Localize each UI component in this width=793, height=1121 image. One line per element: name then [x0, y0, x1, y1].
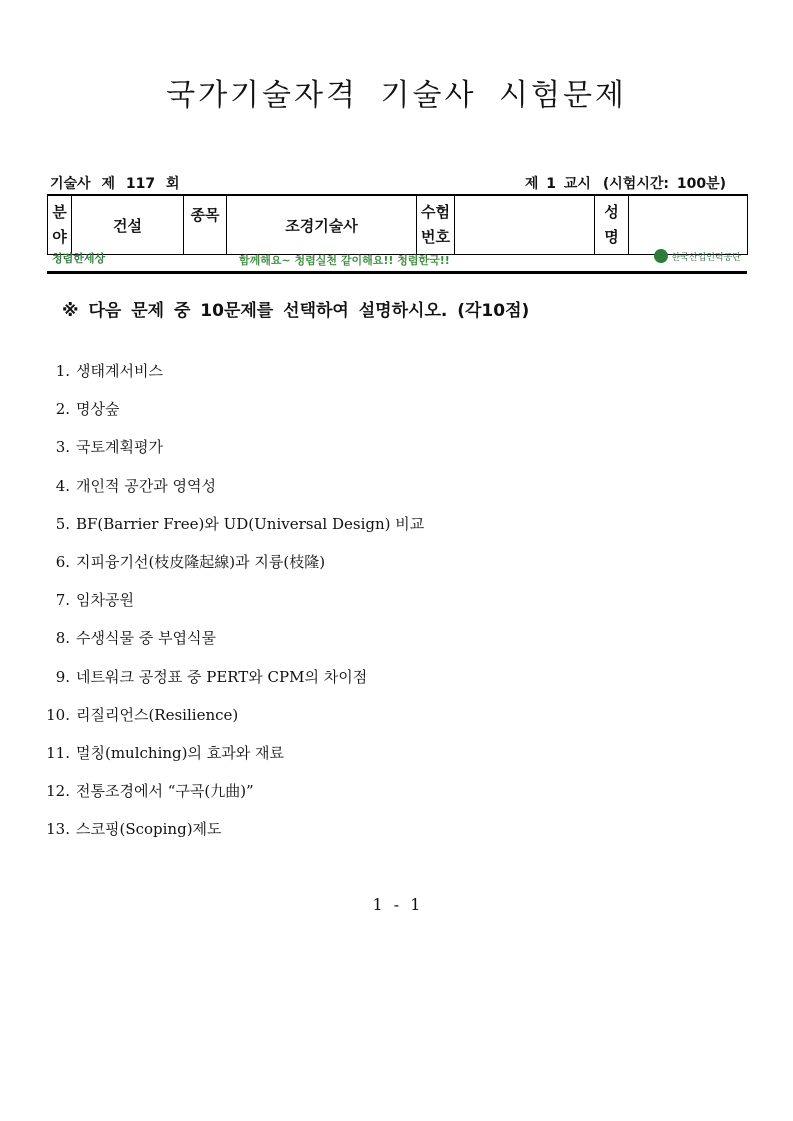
field-label-bottom: 야: [52, 228, 67, 246]
question-item: [40, 778, 424, 816]
exam-info-table: [47, 194, 748, 255]
question-text: 생태계서비스: [76, 362, 163, 380]
question-number: 2.: [55, 400, 70, 419]
exam-duration: (시험시간: 100분): [602, 176, 726, 192]
question-text: 멀칭(mulching)의 효과와 재료: [76, 743, 284, 762]
question-text: 국토계획평가: [76, 438, 163, 457]
question-item: [40, 511, 424, 549]
question-item: [40, 625, 424, 663]
question-number: 4.: [55, 476, 70, 495]
name-label-top: 성: [604, 203, 619, 221]
exam-session-info: [525, 173, 726, 193]
question-item: [40, 396, 424, 434]
question-number: 1.: [55, 362, 70, 380]
name-label-bottom: 명: [604, 228, 619, 246]
question-number: 5.: [55, 514, 70, 533]
question-item: [40, 664, 424, 702]
question-number: 6.: [55, 552, 70, 571]
exam-round: 기술사 제 117 회: [50, 176, 180, 192]
exam-info-row: [48, 173, 748, 193]
question-text: BF(Barrier Free)와 UD(Universal Design) 비교: [76, 514, 425, 533]
question-number: 11.: [46, 743, 70, 762]
question-item: [40, 473, 424, 511]
question-item: [40, 434, 424, 472]
integrity-logo: 청렴한세상: [52, 252, 106, 265]
name-field[interactable]: [629, 195, 748, 255]
exam-session: 제 1 교시: [524, 176, 591, 192]
field-label-top: 분: [52, 203, 67, 221]
question-number: 3.: [55, 438, 70, 457]
integrity-banner: [47, 247, 747, 274]
question-text: 리질리언스(Resilience): [76, 705, 239, 724]
question-text: 명상숲: [76, 400, 120, 419]
question-item: [40, 740, 424, 778]
question-text: 네트워크 공정표 중 PERT와 CPM의 차이점: [76, 667, 368, 686]
question-number: 13.: [46, 820, 70, 839]
integrity-slogan: 함께해요~ 청렴실천 같이해요!! 청렴한국!!: [239, 254, 450, 267]
exam-number-label-bottom: 번호: [421, 228, 450, 246]
question-number: 10.: [46, 705, 70, 724]
question-item: [40, 587, 424, 625]
question-text: 전통조경에서 “구곡(九曲)”: [76, 782, 254, 801]
question-item: [40, 358, 424, 396]
question-item: [40, 702, 424, 740]
question-number: 7.: [55, 591, 70, 610]
question-item: [40, 816, 424, 854]
field-value: 건설: [72, 195, 184, 255]
question-list: [40, 358, 424, 854]
question-number: 12.: [46, 782, 70, 801]
question-text: 개인적 공간과 영역성: [76, 476, 216, 495]
instruction-text: ※ 다음 문제 중 10문제를 선택하여 설명하시오. (각10점): [62, 301, 530, 321]
question-number: 8.: [55, 629, 70, 648]
question-number: 9.: [55, 667, 70, 686]
question-text: 임차공원: [76, 591, 134, 610]
name-label-cell: [595, 195, 629, 255]
exam-number-label-cell: [417, 195, 455, 255]
exam-number-label-top: 수험: [421, 203, 450, 221]
question-item: [40, 549, 424, 587]
question-text: 스코핑(Scoping)제도: [76, 820, 222, 839]
page-number: 1 - 1: [372, 895, 421, 914]
exam-title: 국가기술자격 기술사 시험문제: [166, 78, 627, 113]
field-label-cell: [48, 195, 72, 255]
exam-number-field[interactable]: [455, 195, 595, 255]
question-text: 수생식물 중 부엽식물: [76, 629, 216, 648]
type-value: 조경기술사: [227, 195, 417, 255]
question-text: 지피융기선(枝皮隆起線)과 지륭(枝隆): [76, 552, 326, 571]
organization-name: 한국산업인력공단: [671, 252, 741, 263]
type-label: 종목: [184, 195, 227, 255]
organization-emblem-icon: [654, 249, 668, 263]
organization-logo: [654, 249, 741, 263]
